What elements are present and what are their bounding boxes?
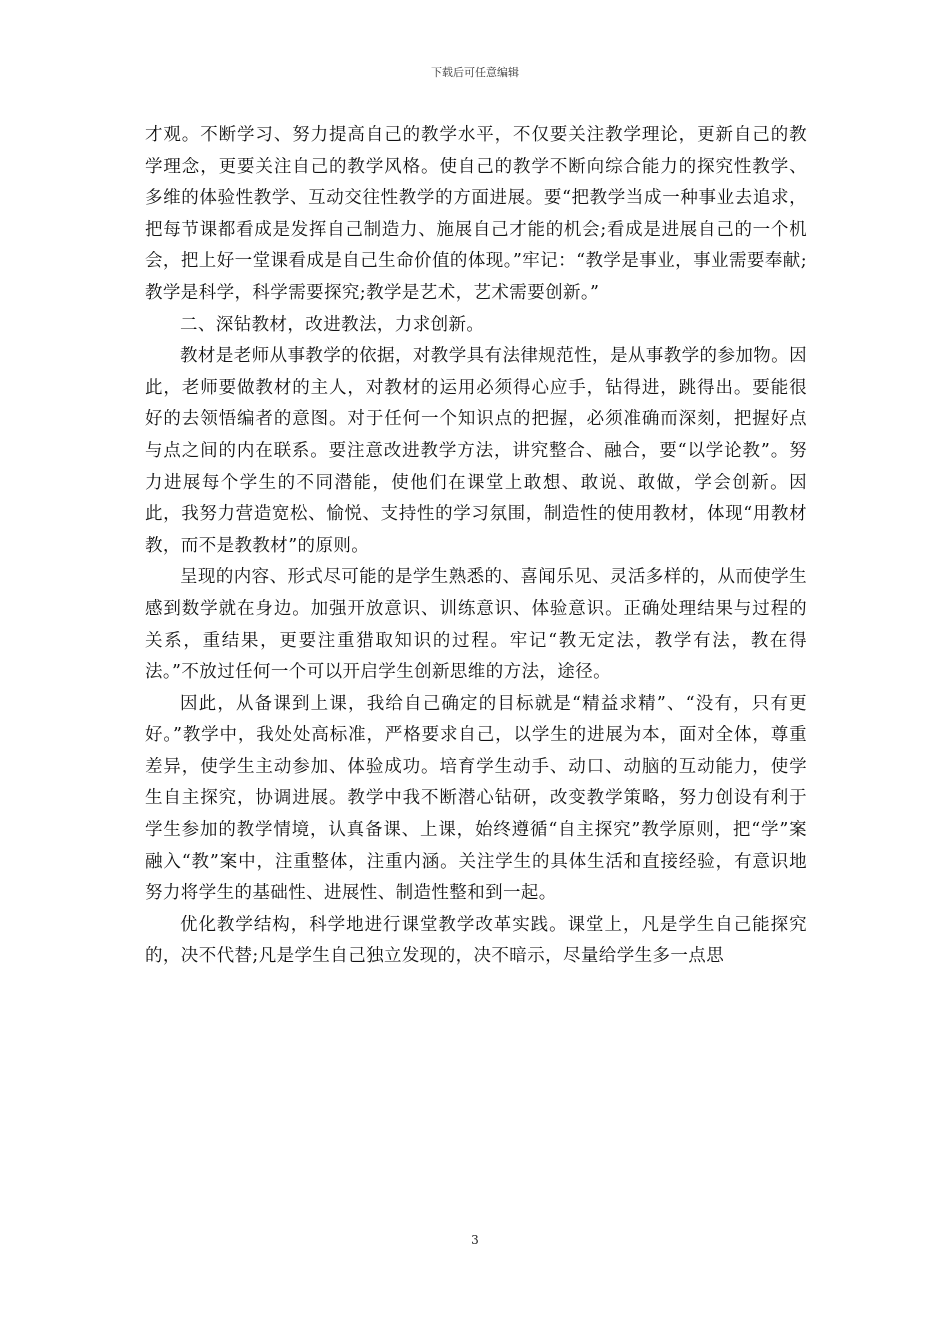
paragraph-continued: 才观。不断学习、努力提高自己的教学水平，不仅要关注教学理论，更新自己的教学理念，更要关注自己的教学风格。使自己的教学不断向综合能力的探究性教学、多维的体验性教学、互动交往性教学的方面进展。要“把教学当成一种事业去追求，把每节课都看成是发挥自己制造力、施展自己才能的机会;看成是进展自己的一个机会，把上好一堂课看成是自己生命价值的体现。”牢记：“教学是事业，事业需要奉献;教学是科学，科学需要探究;教学是艺术，艺术需要创新。” — [145, 125, 807, 303]
paragraph: 教材是老师从事教学的依据，对教学具有法律规范性，是从事教学的参加物。因此，老师要做教材的主人，对教材的运用必须得心应手，钻得进，跳得出。要能很好的去领悟编者的意图。对于任何一个知识点的把握，必须准确而深刻，把握好点与点之间的内在联系。要注意改进教学方法，讲究整合、融合，要“以学论教”。努力进展每个学生的不同潜能，使他们在课堂上敢想、敢说、敢做，学会创新。因此，我努力营造宽松、愉悦、支持性的学习氛围，制造性的使用教材，体现“用教材教，而不是教教材”的原则。 — [145, 346, 807, 556]
page-number: 3 — [471, 1233, 479, 1247]
page-header: 下载后可任意编辑 — [431, 66, 519, 79]
paragraph: 呈现的内容、形式尽可能的是学生熟悉的、喜闻乐见、灵活多样的，从而使学生感到数学就在身边。加强开放意识、训练意识、体验意识。正确处理结果与过程的关系，重结果，更要注重猎取知识的过程。牢记“教无定法，教学有法，教在得法。”不放过任何一个可以开启学生创新思维的方法，途径。 — [145, 567, 807, 683]
paragraph: 优化教学结构，科学地进行课堂教学改革实践。课堂上，凡是学生自己能探究的，决不代替;凡是学生自己独立发现的，决不暗示，尽量给学生多一点思 — [145, 914, 807, 967]
document-body — [145, 120, 807, 973]
paragraph: 因此，从备课到上课，我给自己确定的目标就是“精益求精”、“没有，只有更好。”教学中，我处处高标准，严格要求自己，以学生的进展为本，面对全体，尊重差异，使学生主动参加、体验成功。培育学生动手、动口、动脑的互动能力，使学生自主探究，协调进展。教学中我不断潜心钻研，改变教学策略，努力创设有利于学生参加的教学情境，认真备课、上课，始终遵循“自主探究”教学原则，把“学”案融入“教”案中，注重整体，注重内涵。关注学生的具体生活和直接经验，有意识地努力将学生的基础性、进展性、制造性整和到一起。 — [145, 693, 807, 904]
section-heading: 二、深钻教材，改进教法，力求创新。 — [180, 314, 485, 335]
